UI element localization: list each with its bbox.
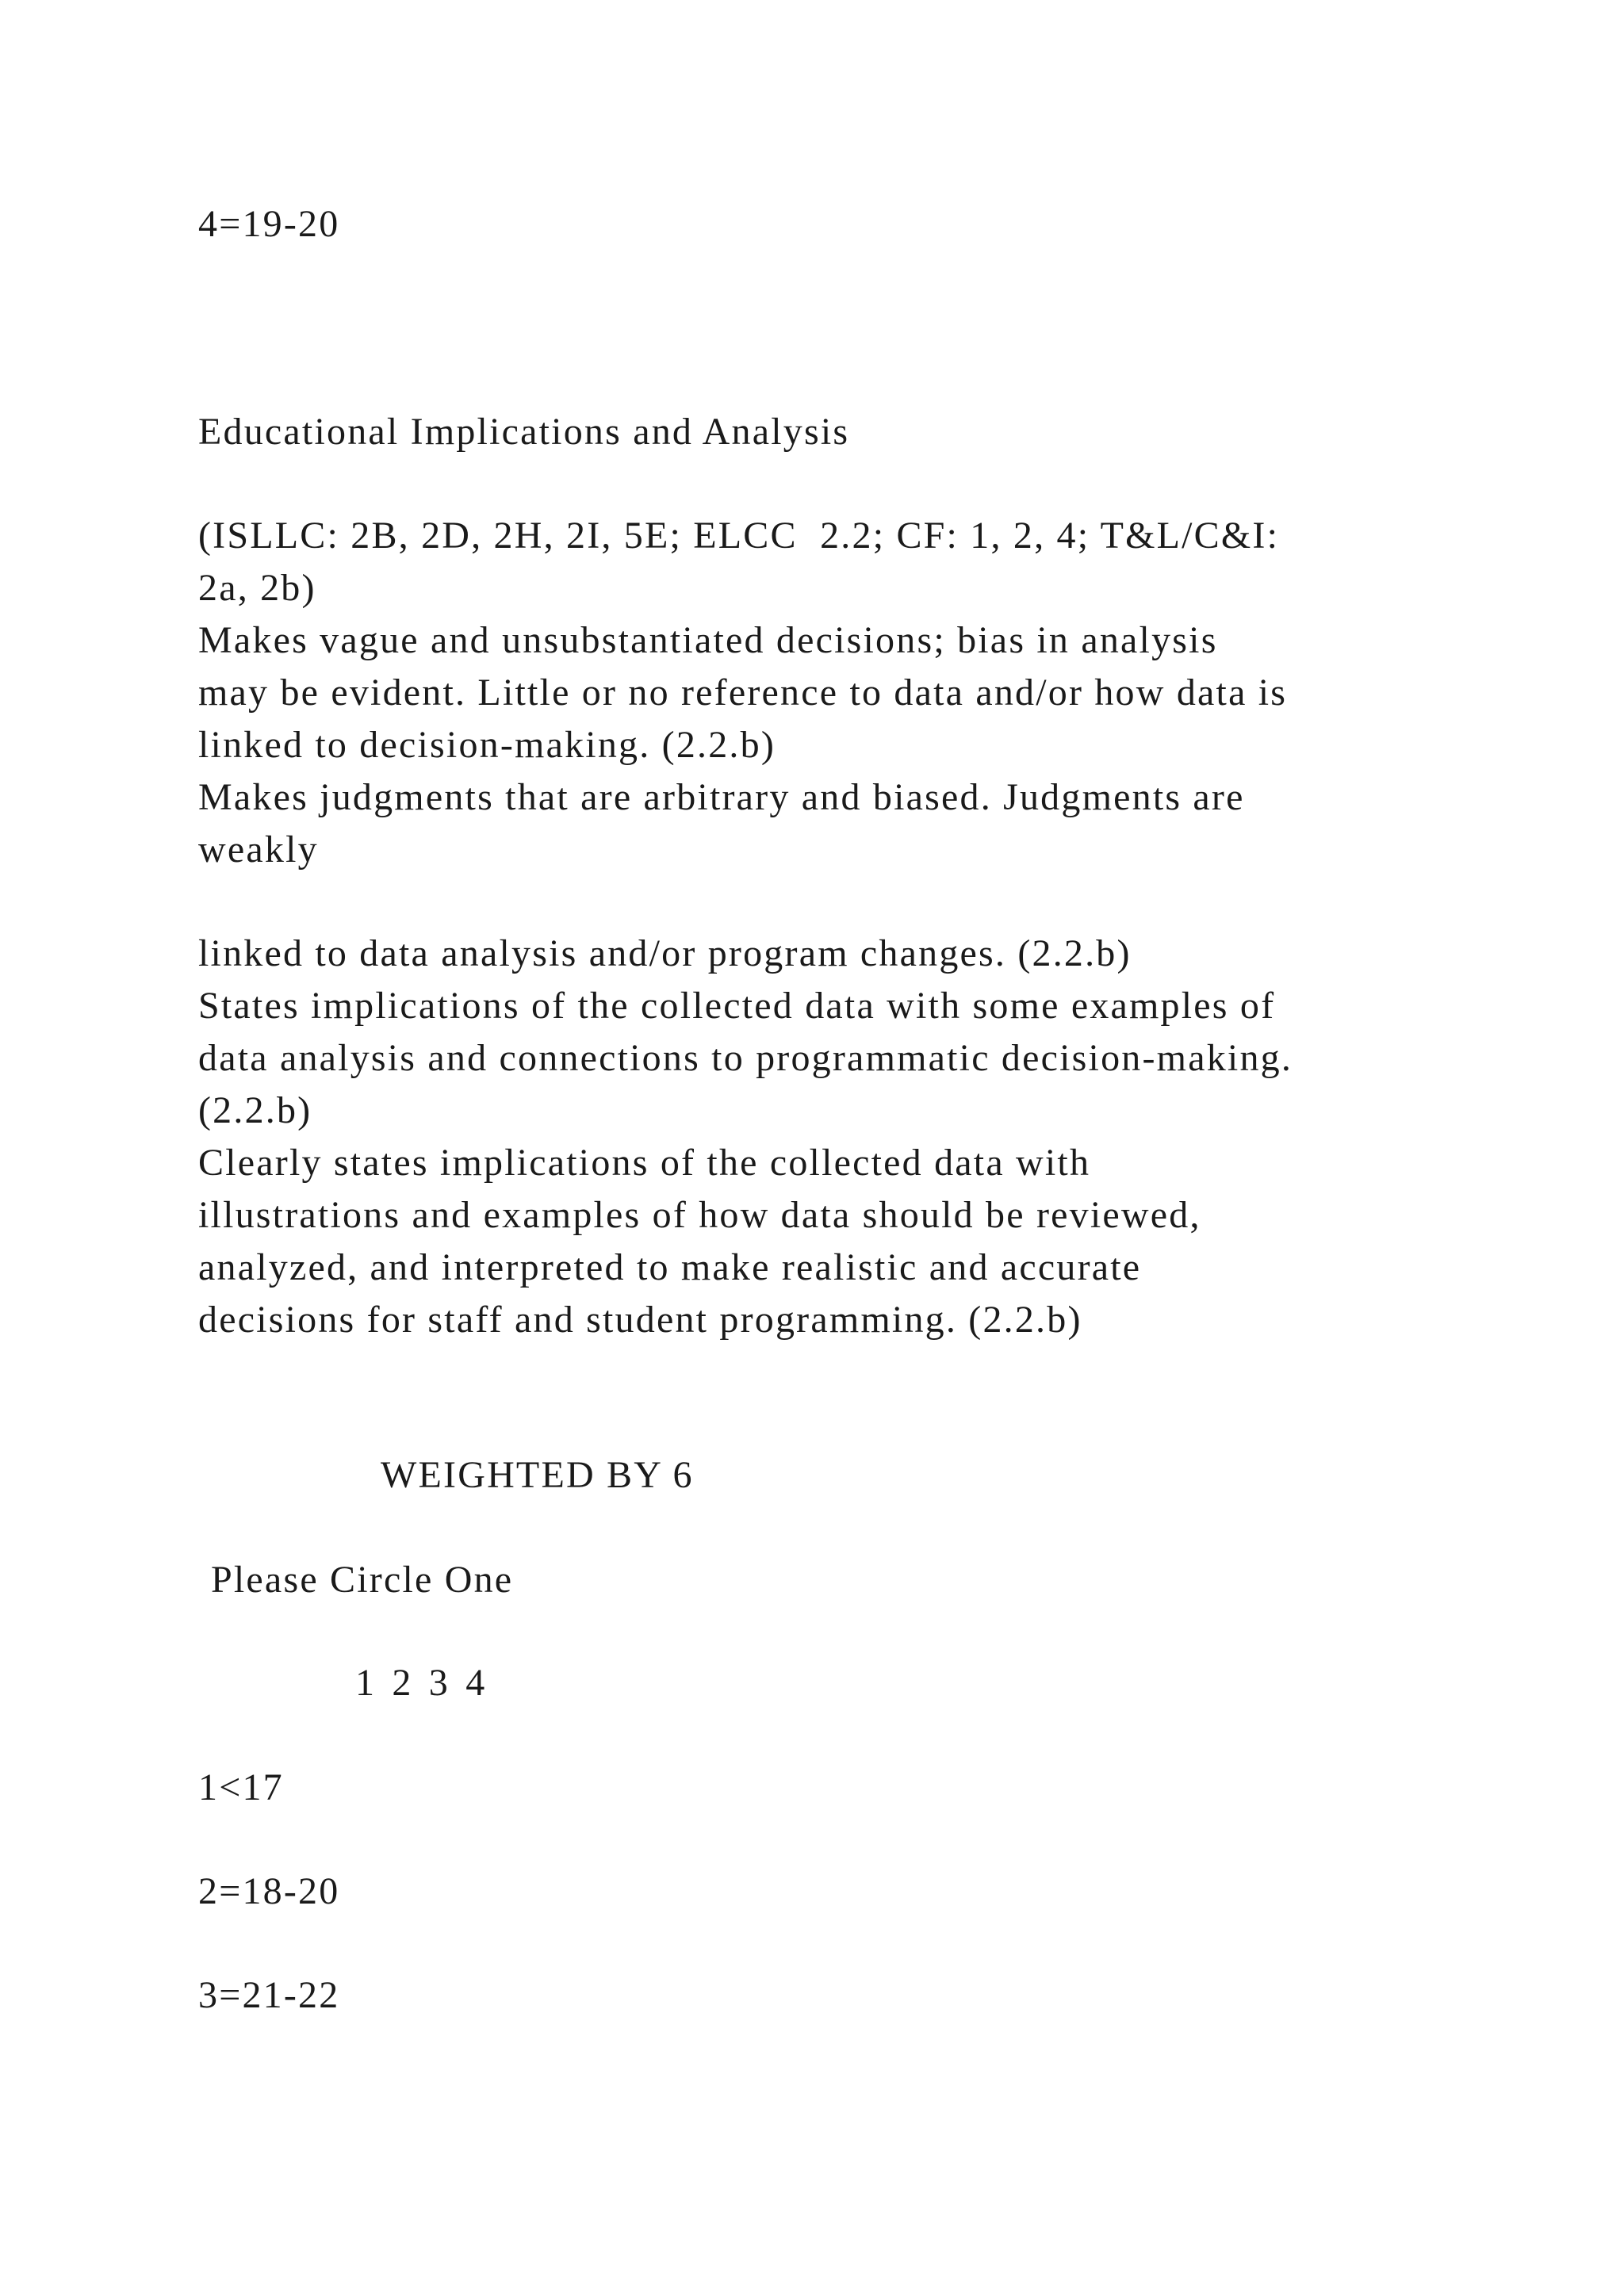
criterion-level-2-text: linked to data analysis and/or program changes. (2.2.b) xyxy=(198,932,1132,974)
criterion-level-1-text: may be evident. Little or no reference to data and/or how data is xyxy=(198,672,1288,714)
weighting-label: WEIGHTED BY 6 xyxy=(381,1454,694,1496)
score-range-1: 1<17 xyxy=(198,1766,284,1808)
standards-reference-cont: 2a, 2b) xyxy=(198,567,316,609)
criterion-level-4-text: decisions for staff and student programming. (2.2.b) xyxy=(198,1299,1082,1341)
criterion-level-1-text: linked to decision-making. (2.2.b) xyxy=(198,724,776,766)
section-heading: Educational Implications and Analysis xyxy=(198,411,850,453)
criterion-level-4-text: illustrations and examples of how data should be reviewed, xyxy=(198,1194,1201,1236)
criterion-level-4-text: analyzed, and interpreted to make realistic and accurate xyxy=(198,1246,1142,1288)
criterion-level-3-text: States implications of the collected data with some examples of xyxy=(198,985,1276,1027)
score-range-2: 2=18-20 xyxy=(198,1870,340,1912)
criterion-level-2-text: Makes judgments that are arbitrary and biased. Judgments are xyxy=(198,776,1245,818)
circle-instruction: Please Circle One xyxy=(211,1559,514,1601)
criterion-level-4-text: Clearly states implications of the collected data with xyxy=(198,1142,1091,1184)
score-range-4: 4=19-20 xyxy=(198,203,340,245)
criterion-level-1-text: Makes vague and unsubstantiated decisions; bias in analysis xyxy=(198,619,1218,661)
criterion-level-3-text: (2.2.b) xyxy=(198,1089,312,1131)
score-range-3: 3=21-22 xyxy=(198,1974,340,2016)
standards-reference: (ISLLC: 2B, 2D, 2H, 2I, 5E; ELCC 2.2; CF: 1, 2, 4; T&L/C&I: xyxy=(198,515,1280,557)
criterion-level-3-text: data analysis and connections to programmatic decision-making. xyxy=(198,1037,1293,1079)
criterion-level-2-text: weakly xyxy=(198,828,319,871)
score-options: 1 2 3 4 xyxy=(355,1662,487,1704)
